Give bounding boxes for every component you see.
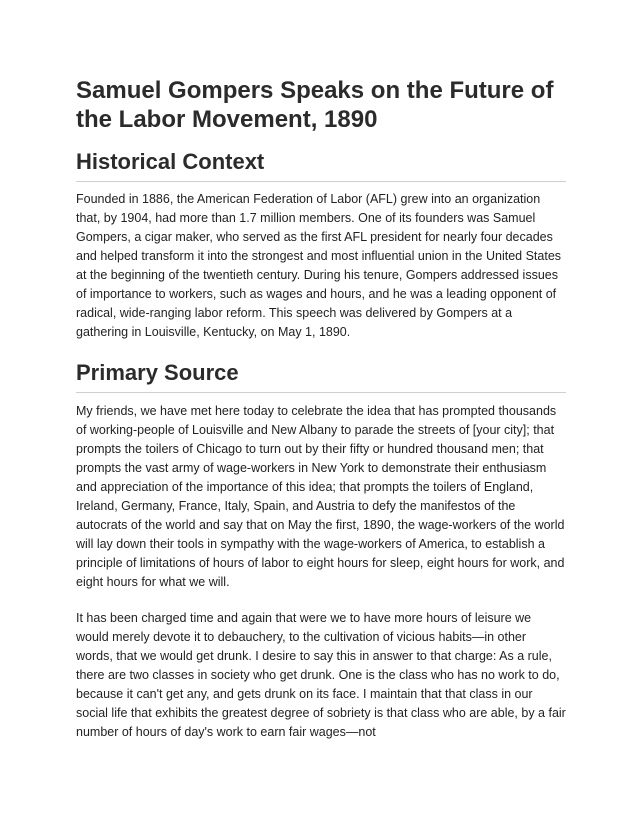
document-page bbox=[76, 76, 566, 742]
document-title: Samuel Gompers Speaks on the Future of the Labor Movement, 1890 bbox=[76, 77, 554, 133]
section-heading-historical-context: Historical Context bbox=[76, 149, 566, 182]
historical-context-paragraph: Founded in 1886, the American Federation of Labor (AFL) grew into an organization that, by 1904, had more than 1.7 million members. One of its founders was Samuel Gompers, a cigar maker, who served as the first AFL president for nearly four decades and helped transform it into the strongest and most influential union in the United States at the beginning of the twentieth century. During his tenure, Gompers addressed issues of importance to workers, such as wages and hours, and he was a leading opponent of radical, wide-ranging labor reform. This speech was delivered by Gompers at a gathering in Louisville, Kentucky, on May 1, 1890. bbox=[76, 192, 562, 339]
primary-source-paragraph-2: It has been charged time and again that were we to have more hours of leisure we would merely devote it to debauchery, to the cultivation of vicious habits—in other words, that we would get drunk. I desire to say this in answer to that charge: As a rule, there are two classes in society who get drunk. One is the class who has no work to do, because it can't get any, and gets drunk on its face. I maintain that that class in our social life that exhibits the greatest degree of sobriety is that class who are able, by a fair number of hours of day's work to earn fair wages—not bbox=[76, 611, 566, 739]
primary-source-paragraph-1: My friends, we have met here today to celebrate the idea that has prompted thousands of working-people of Louisville and New Albany to parade the streets of [your city]; that prompts the toilers of Chicago to turn out by their fifty or hundred thousand men; that prompts the vast army of wage-workers in New York to demonstrate their enthusiasm and appreciation of the importance of this idea; that prompts the toilers of England, Ireland, Germany, France, Italy, Spain, and Austria to defy the manifestos of the autocrats of the world and say that on May the first, 1890, the wage-workers of the world will lay down their tools in sympathy with the wage-workers of America, to establish a principle of limitations of hours of labor to eight hours for sleep, eight hours for work, and eight hours for what we will. bbox=[76, 404, 565, 589]
section-heading-primary-source: Primary Source bbox=[76, 360, 566, 393]
